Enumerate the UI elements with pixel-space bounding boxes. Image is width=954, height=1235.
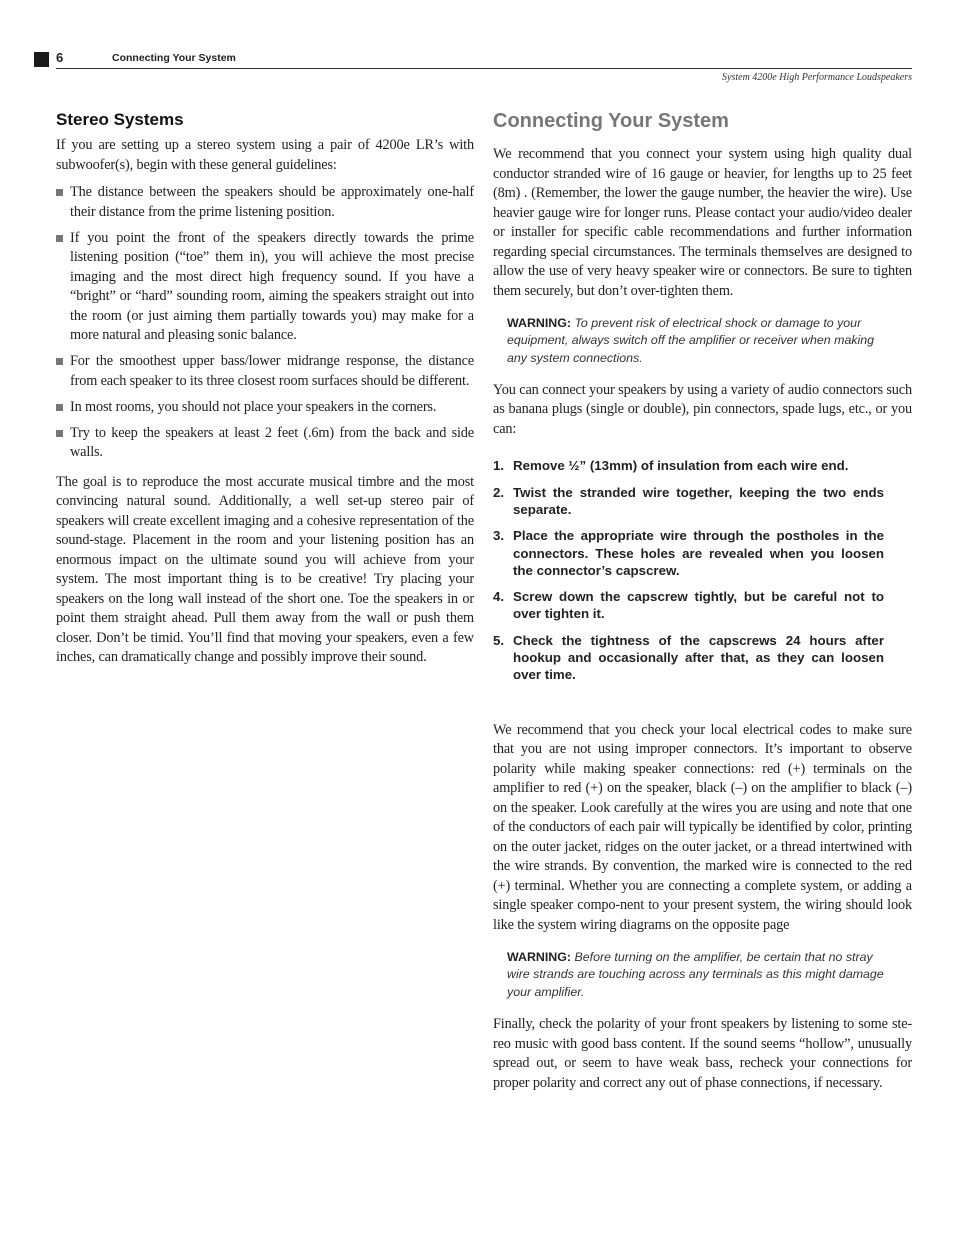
- warning-text: Before turning on the amplifier, be certain that no stray wire strands are touching across any terminals as this might damage your amplifier.: [507, 950, 884, 999]
- left-column: [56, 108, 474, 668]
- square-bullet-icon: [56, 430, 63, 437]
- step-item: [493, 457, 884, 474]
- list-item: [56, 183, 474, 222]
- square-bullet-icon: [56, 189, 63, 196]
- step-number: 4.: [493, 589, 505, 605]
- step-number: 1.: [493, 458, 505, 474]
- stereo-intro: If you are setting up a stereo system using a pair of 4200e LR’s with subwoofer(s), begin with these general guidelines:: [56, 137, 474, 173]
- wire-recommendation: We recommend that you connect your system using high quality dual conductor stranded wire of 16 gauge or heavier, for lengths up to 25 feet (8m) . (Remember, the lower the gauge number, the heavier the wire). Use heavier gauge wire for longer runs. Please contact your audio/video dealer or installer for specific cable recommendations and further information regarding special circumstances. The terminals themselves are designed to allow the use of very heavy speaker wire or connectors. Be sure to tighten them securely, but don’t over-tighten them.: [493, 146, 912, 299]
- guideline-list: [56, 183, 474, 463]
- list-item-text: In most rooms, you should not place your speakers in the corners.: [70, 398, 437, 415]
- connector-intro: You can connect your speakers by using a variety of audio connectors such as banana plugs (single or double), pin connectors, spade lugs, etc., or you can:: [493, 381, 912, 437]
- step-item: [493, 588, 884, 623]
- step-item: [493, 527, 884, 579]
- list-item-text: If you point the front of the speakers directly towards the prime listening position (“toe” them in), you will achieve the most precise imaging and the most direct high frequency sound. If you have a “bright” or “hard” sounding room, aiming the speakers straight out into the room (or just aiming them partially towards you) may make for a more natural and pleasing sonic balance.: [70, 229, 474, 343]
- spacer: [493, 693, 912, 721]
- square-bullet-icon: [56, 235, 63, 242]
- step-item: [493, 484, 884, 519]
- running-title: Connecting Your System: [112, 52, 236, 64]
- warning-shock: [507, 315, 888, 367]
- list-item-text: For the smoothest upper bass/lower midrange response, the distance from each speaker to its three closest room surfaces should be different.: [70, 353, 474, 389]
- square-bullet-icon: [56, 358, 63, 365]
- step-text: Remove ½” (13mm) of insulation from each wire end.: [513, 458, 849, 474]
- polarity-check: Finally, check the polarity of your front speakers by listening to some ste-reo music with good bass content. If the sound seems “hollow”, unusually spread out, or seem to have weak bass, recheck your connections for proper polarity and correct any out of phase connections, if necessary.: [493, 1016, 912, 1091]
- square-bullet-icon: [56, 404, 63, 411]
- step-number: 5.: [493, 632, 505, 648]
- step-text: Twist the stranded wire together, keeping the two ends separate.: [513, 484, 884, 517]
- step-number: 3.: [493, 528, 505, 544]
- connection-steps: [493, 457, 884, 683]
- list-item: [56, 424, 474, 463]
- step-item: [493, 632, 884, 684]
- section-title: Connecting Your System: [493, 110, 729, 132]
- step-number: 2.: [493, 484, 505, 500]
- warning-text: To prevent risk of electrical shock or damage to your equipment, always switch off the amplifier or receiver when making any system connections.: [507, 316, 875, 365]
- polarity-paragraph: We recommend that you check your local electrical codes to make sure that you are not using improper connectors. It’s important to observe polarity while making speaker connections: red (+) terminals on the amplifier to red (+) on the speaker, black (–) on the amplifier to black (–) on the speaker. Look carefully at the wires you are using and note that one of the conductors of each pair will typically be identified by color, printing on the outer jacket, ridges on the outer jacket, or a thread intertwined with the wire strands. By convention, the marked wire is connected to the red (+) terminal. Whether you are connecting a complete system, or adding a single speaker compo-nent to your present system, the wiring should look like the system wiring diagrams on the opposite page: [493, 721, 912, 933]
- right-column: [493, 108, 912, 1093]
- warning-label: WARNING:: [507, 950, 572, 965]
- header-rule: [56, 68, 912, 69]
- page-marker: [34, 52, 49, 67]
- warning-label: WARNING:: [507, 316, 572, 330]
- list-item-text: Try to keep the speakers at least 2 feet (.6m) from the back and side walls.: [70, 424, 474, 460]
- step-text: Place the appropriate wire through the postholes in the connectors. These holes are revealed when you loosen the connector’s capscrew.: [513, 528, 884, 578]
- stereo-systems-heading: Stereo Systems: [56, 110, 184, 129]
- list-item: [56, 229, 474, 346]
- list-item-text: The distance between the speakers should be approximately one-half their distance from the prime listening position.: [70, 184, 474, 220]
- warning-stray-wire: [507, 949, 888, 1001]
- step-text: Screw down the capscrew tightly, but be careful not to over tighten it.: [513, 589, 884, 622]
- stereo-closing: The goal is to reproduce the most accurate musical timbre and the most convincing natural sound. Additionally, a well set-up stereo pair of speakers will create excellent imaging and a cohesive representation of the sound-stage. Placement in the room and your listening position has an enormous impact on the ultimate sound you will achieve from your system. The most important thing is to be creative! Try placing your speakers on the long wall instead of the short one. Toe the speakers in or point them straight ahead. Pull them away from the wall or push them closer. Don’t be timid. You’ll find that moving your speakers, even a few inches, can dramatically change and possibly improve their sound.: [56, 473, 474, 665]
- list-item: [56, 352, 474, 391]
- step-text: Check the tightness of the capscrews 24 hours after hookup and occasionally after that, as they can loosen over time.: [513, 632, 884, 683]
- page-number: 6: [56, 50, 64, 65]
- list-item: [56, 398, 474, 418]
- running-subtitle: System 4200e High Performance Loudspeakers: [722, 72, 912, 83]
